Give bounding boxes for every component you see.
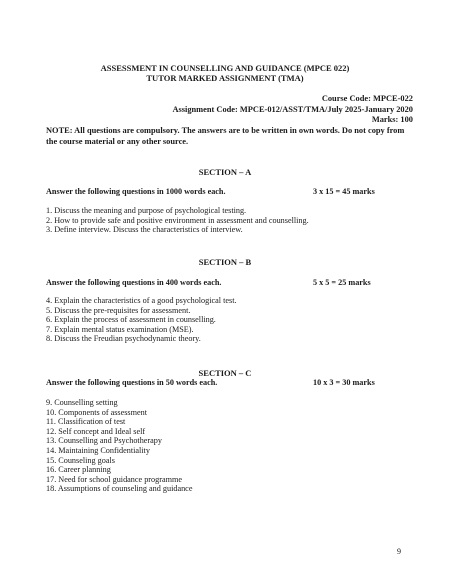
list-item: 12. Self concept and Ideal self bbox=[46, 426, 146, 436]
list-item: 16. Career planning bbox=[46, 465, 111, 475]
list-item: 3. Define interview. Discuss the characteristics of interview. bbox=[46, 225, 243, 235]
section-b-question-list bbox=[46, 296, 237, 344]
list-item: 8. Discuss the Freudian psychodynamic theory. bbox=[46, 334, 201, 344]
page-number: 9 bbox=[397, 547, 401, 556]
list-item: 10. Components of assessment bbox=[46, 407, 147, 417]
document-title: ASSESSMENT IN COUNSELLING AND GUIDANCE (MPCE 022) bbox=[100, 63, 350, 73]
section-c-heading: SECTION – C bbox=[198, 368, 252, 378]
list-item: 9. Counselling setting bbox=[46, 398, 118, 407]
section-a-marks: 3 x 15 = 45 marks bbox=[313, 187, 375, 196]
list-item: 15. Counseling goals bbox=[46, 455, 115, 465]
document-subtitle: TUTOR MARKED ASSIGNMENT (TMA) bbox=[146, 73, 304, 83]
section-c-instruction: Answer the following questions in 50 words each. bbox=[46, 378, 218, 387]
list-item: 11. Classification of test bbox=[46, 417, 126, 427]
section-c-marks: 10 x 3 = 30 marks bbox=[313, 378, 375, 387]
course-code: Course Code: MPCE-022 bbox=[321, 94, 413, 103]
section-b-marks: 5 x 5 = 25 marks bbox=[313, 278, 371, 287]
section-c-question-list bbox=[46, 398, 192, 494]
list-item: 1. Discuss the meaning and purpose of psychological testing. bbox=[46, 206, 247, 215]
list-item: 5. Discuss the pre-requisites for assessment. bbox=[46, 305, 191, 315]
list-item: 13. Counselling and Psychotherapy bbox=[46, 436, 162, 446]
list-item: 17. Need for school guidance programme bbox=[46, 474, 182, 484]
section-a-instruction: Answer the following questions in 1000 words each. bbox=[46, 187, 226, 196]
total-marks: Marks: 100 bbox=[371, 115, 413, 124]
list-item: 7. Explain mental status examination (MSE). bbox=[46, 324, 194, 334]
list-item: 4. Explain the characteristics of a good psychological test. bbox=[46, 296, 237, 305]
section-b-instruction: Answer the following questions in 400 words each. bbox=[46, 278, 222, 287]
list-item: 18. Assumptions of counseling and guidance bbox=[46, 484, 193, 494]
section-b-heading: SECTION – B bbox=[198, 257, 252, 267]
list-item: 2. How to provide safe and positive environment in assessment and counselling. bbox=[46, 215, 309, 225]
note-text: NOTE: All questions are compulsory. The answers are to be written in own words. Do not copy from the course material or any other source. bbox=[46, 126, 405, 146]
list-item: 6. Explain the process of assessment in counselling. bbox=[46, 315, 216, 325]
section-a-question-list bbox=[46, 206, 309, 235]
section-a-heading: SECTION – A bbox=[198, 167, 252, 177]
list-item: 14. Maintaining Confidentiality bbox=[46, 445, 150, 455]
assignment-code: Assignment Code: MPCE-012/ASST/TMA/July 2025-January 2020 bbox=[172, 105, 413, 114]
